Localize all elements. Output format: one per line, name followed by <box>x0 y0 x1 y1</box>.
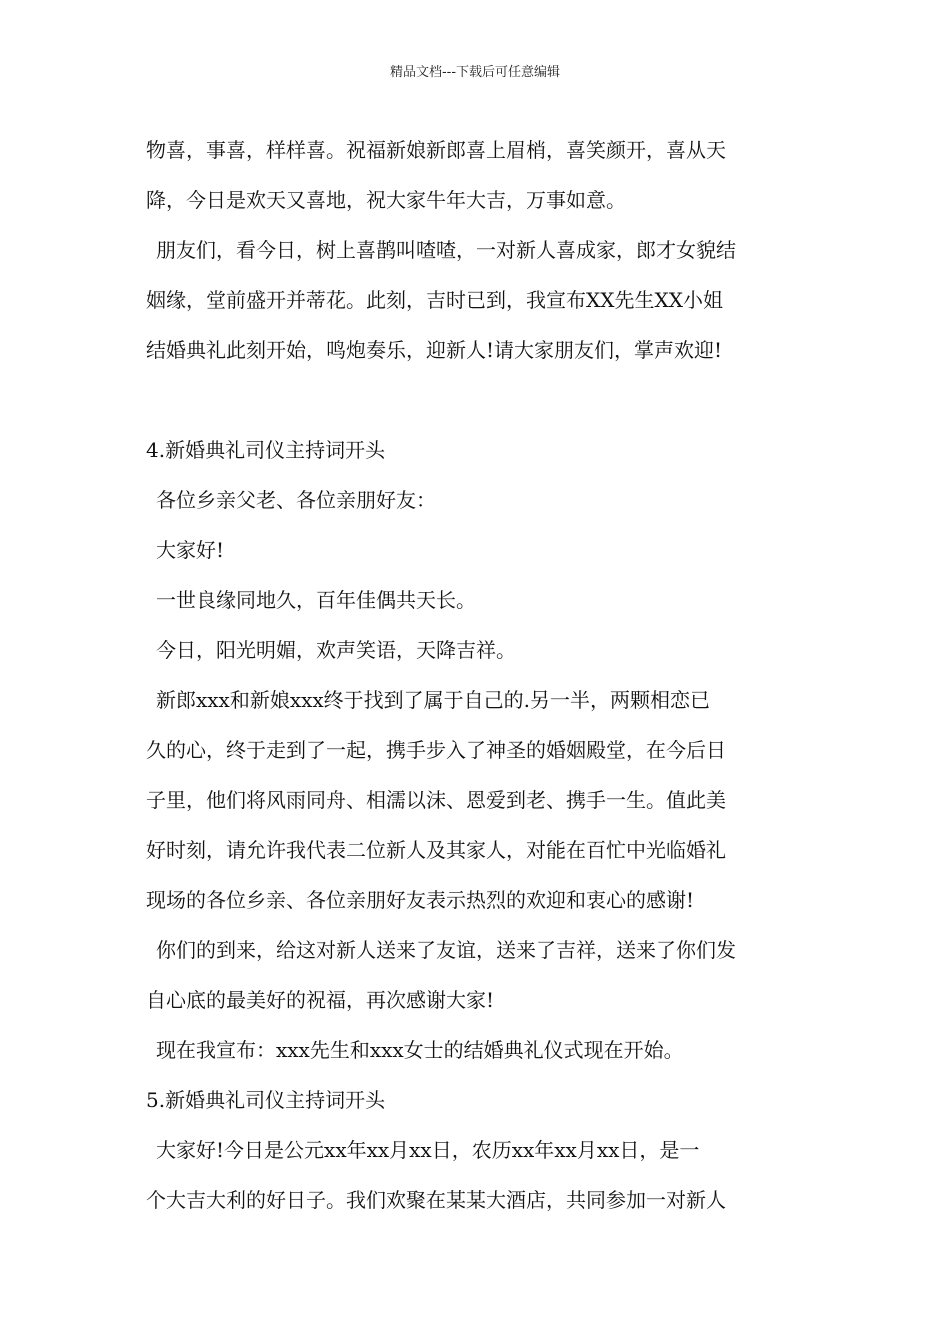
text-line: 姻缘，堂前盛开并蒂花。此刻，吉时已到，我宣布XX先生XX小姐 <box>146 288 723 312</box>
text-line: 物喜，事喜，样样喜。祝福新娘新郎喜上眉梢，喜笑颜开，喜从天 <box>146 138 726 162</box>
text-line: 子里，他们将风雨同舟、相濡以沫、恩爱到老、携手一生。值此美 <box>146 788 726 812</box>
text-line: 现在我宣布：xxx先生和xxx女士的结婚典礼仪式现在开始。 <box>156 1038 684 1062</box>
text-line: 个大吉大利的好日子。我们欢聚在某某大酒店，共同参加一对新人 <box>146 1188 726 1212</box>
text-line: 新郎xxx和新娘xxx终于找到了属于自己的.另一半，两颗相恋已 <box>156 688 711 712</box>
section-heading: 4.新婚典礼司仪主持词开头 <box>146 438 386 462</box>
text-line: 现场的各位乡亲、各位亲朋好友表示热烈的欢迎和衷心的感谢! <box>146 888 695 912</box>
text-line: 好时刻，请允许我代表二位新人及其家人，对能在百忙中光临婚礼 <box>146 838 726 862</box>
text-line: 各位乡亲父老、各位亲朋好友： <box>156 488 436 512</box>
text-line: 结婚典礼此刻开始，鸣炮奏乐，迎新人!请大家朋友们，掌声欢迎! <box>146 338 723 362</box>
document-body <box>146 125 811 1225</box>
text-line: 朋友们，看今日，树上喜鹊叫喳喳，一对新人喜成家，郎才女貌结 <box>156 238 736 262</box>
text-line: 降，今日是欢天又喜地，祝大家牛年大吉，万事如意。 <box>146 188 626 212</box>
text-line: 你们的到来，给这对新人送来了友谊，送来了吉祥，送来了你们发 <box>156 938 736 962</box>
text-line: 大家好! <box>156 538 225 562</box>
text-line: 久的心，终于走到了一起，携手步入了神圣的婚姻殿堂，在今后日 <box>146 738 726 762</box>
section-heading: 5.新婚典礼司仪主持词开头 <box>146 1088 386 1112</box>
text-line: 今日，阳光明媚，欢声笑语，天降吉祥。 <box>156 638 516 662</box>
blank-line <box>146 375 811 425</box>
text-line: 一世良缘同地久，百年佳偶共天长。 <box>156 588 476 612</box>
text-line: 大家好!今日是公元xx年xx月xx日，农历xx年xx月xx日，是一 <box>156 1138 700 1162</box>
page-header: 精品文档---下载后可任意编辑 <box>389 65 561 80</box>
text-line: 自心底的最美好的祝福，再次感谢大家! <box>146 988 495 1012</box>
